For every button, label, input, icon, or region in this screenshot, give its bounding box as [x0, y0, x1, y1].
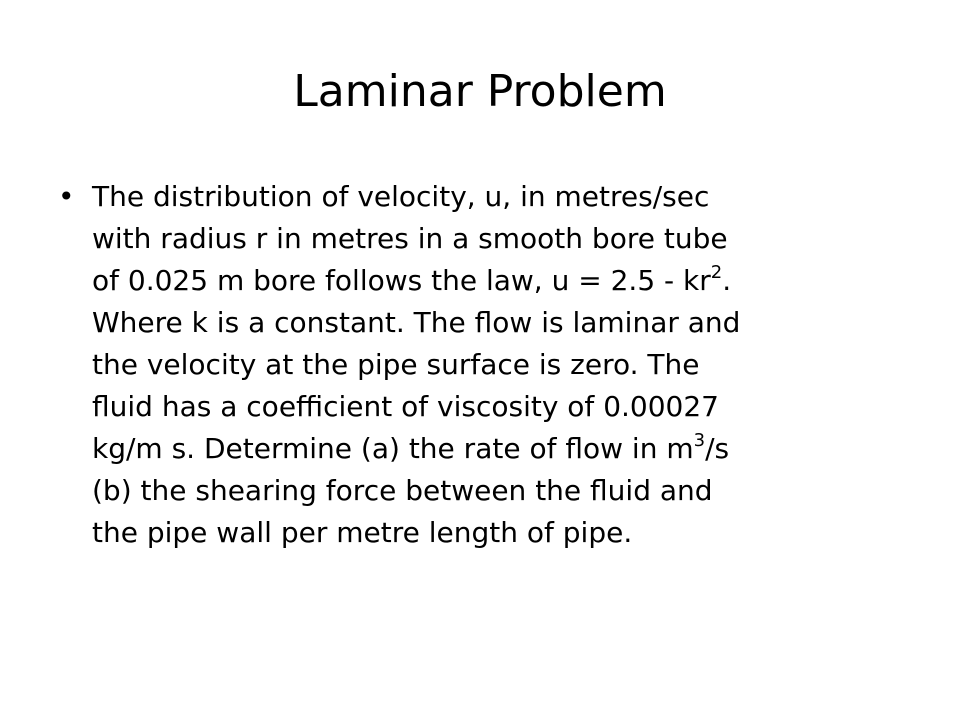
- exponent-superscript: 2: [710, 261, 723, 283]
- text-line-9: [92, 512, 912, 554]
- text-line-1: [92, 176, 912, 218]
- text-line-5-content: the velocity at the pipe surface is zero. The: [92, 348, 700, 381]
- text-line-8: [92, 470, 912, 512]
- text-line-3: [92, 260, 912, 302]
- text-line-8-content: (b) the shearing force between the fluid and: [92, 474, 713, 507]
- bullet-dot-icon: •: [58, 180, 75, 213]
- unit-superscript: 3: [693, 429, 706, 451]
- text-line-3-content: of 0.025 m bore follows the law, u = 2.5 - kr: [92, 264, 711, 297]
- text-line-6: [92, 386, 912, 428]
- bullet-text: [92, 176, 912, 554]
- text-line-5: [92, 344, 912, 386]
- text-line-7: [92, 428, 912, 470]
- text-line-1-content: The distribution of velocity, u, in metres/sec: [92, 180, 710, 213]
- slide-title: Laminar Problem: [293, 66, 667, 117]
- text-line-4: [92, 302, 912, 344]
- text-line-7-tail: /s: [705, 432, 730, 465]
- text-line-3-tail: .: [722, 264, 732, 297]
- text-line-2: [92, 218, 912, 260]
- slide-body: [48, 176, 912, 554]
- text-line-4-content: Where k is a constant. The flow is laminar and: [92, 306, 741, 339]
- text-line-2-content: with radius r in metres in a smooth bore tube: [92, 222, 728, 255]
- bullet-item: [48, 176, 912, 554]
- text-line-9-content: the pipe wall per metre length of pipe.: [92, 516, 633, 549]
- text-line-6-content: fluid has a coefficient of viscosity of 0.00027: [92, 390, 719, 423]
- text-line-7-content: kg/m s. Determine (a) the rate of flow in m: [92, 432, 694, 465]
